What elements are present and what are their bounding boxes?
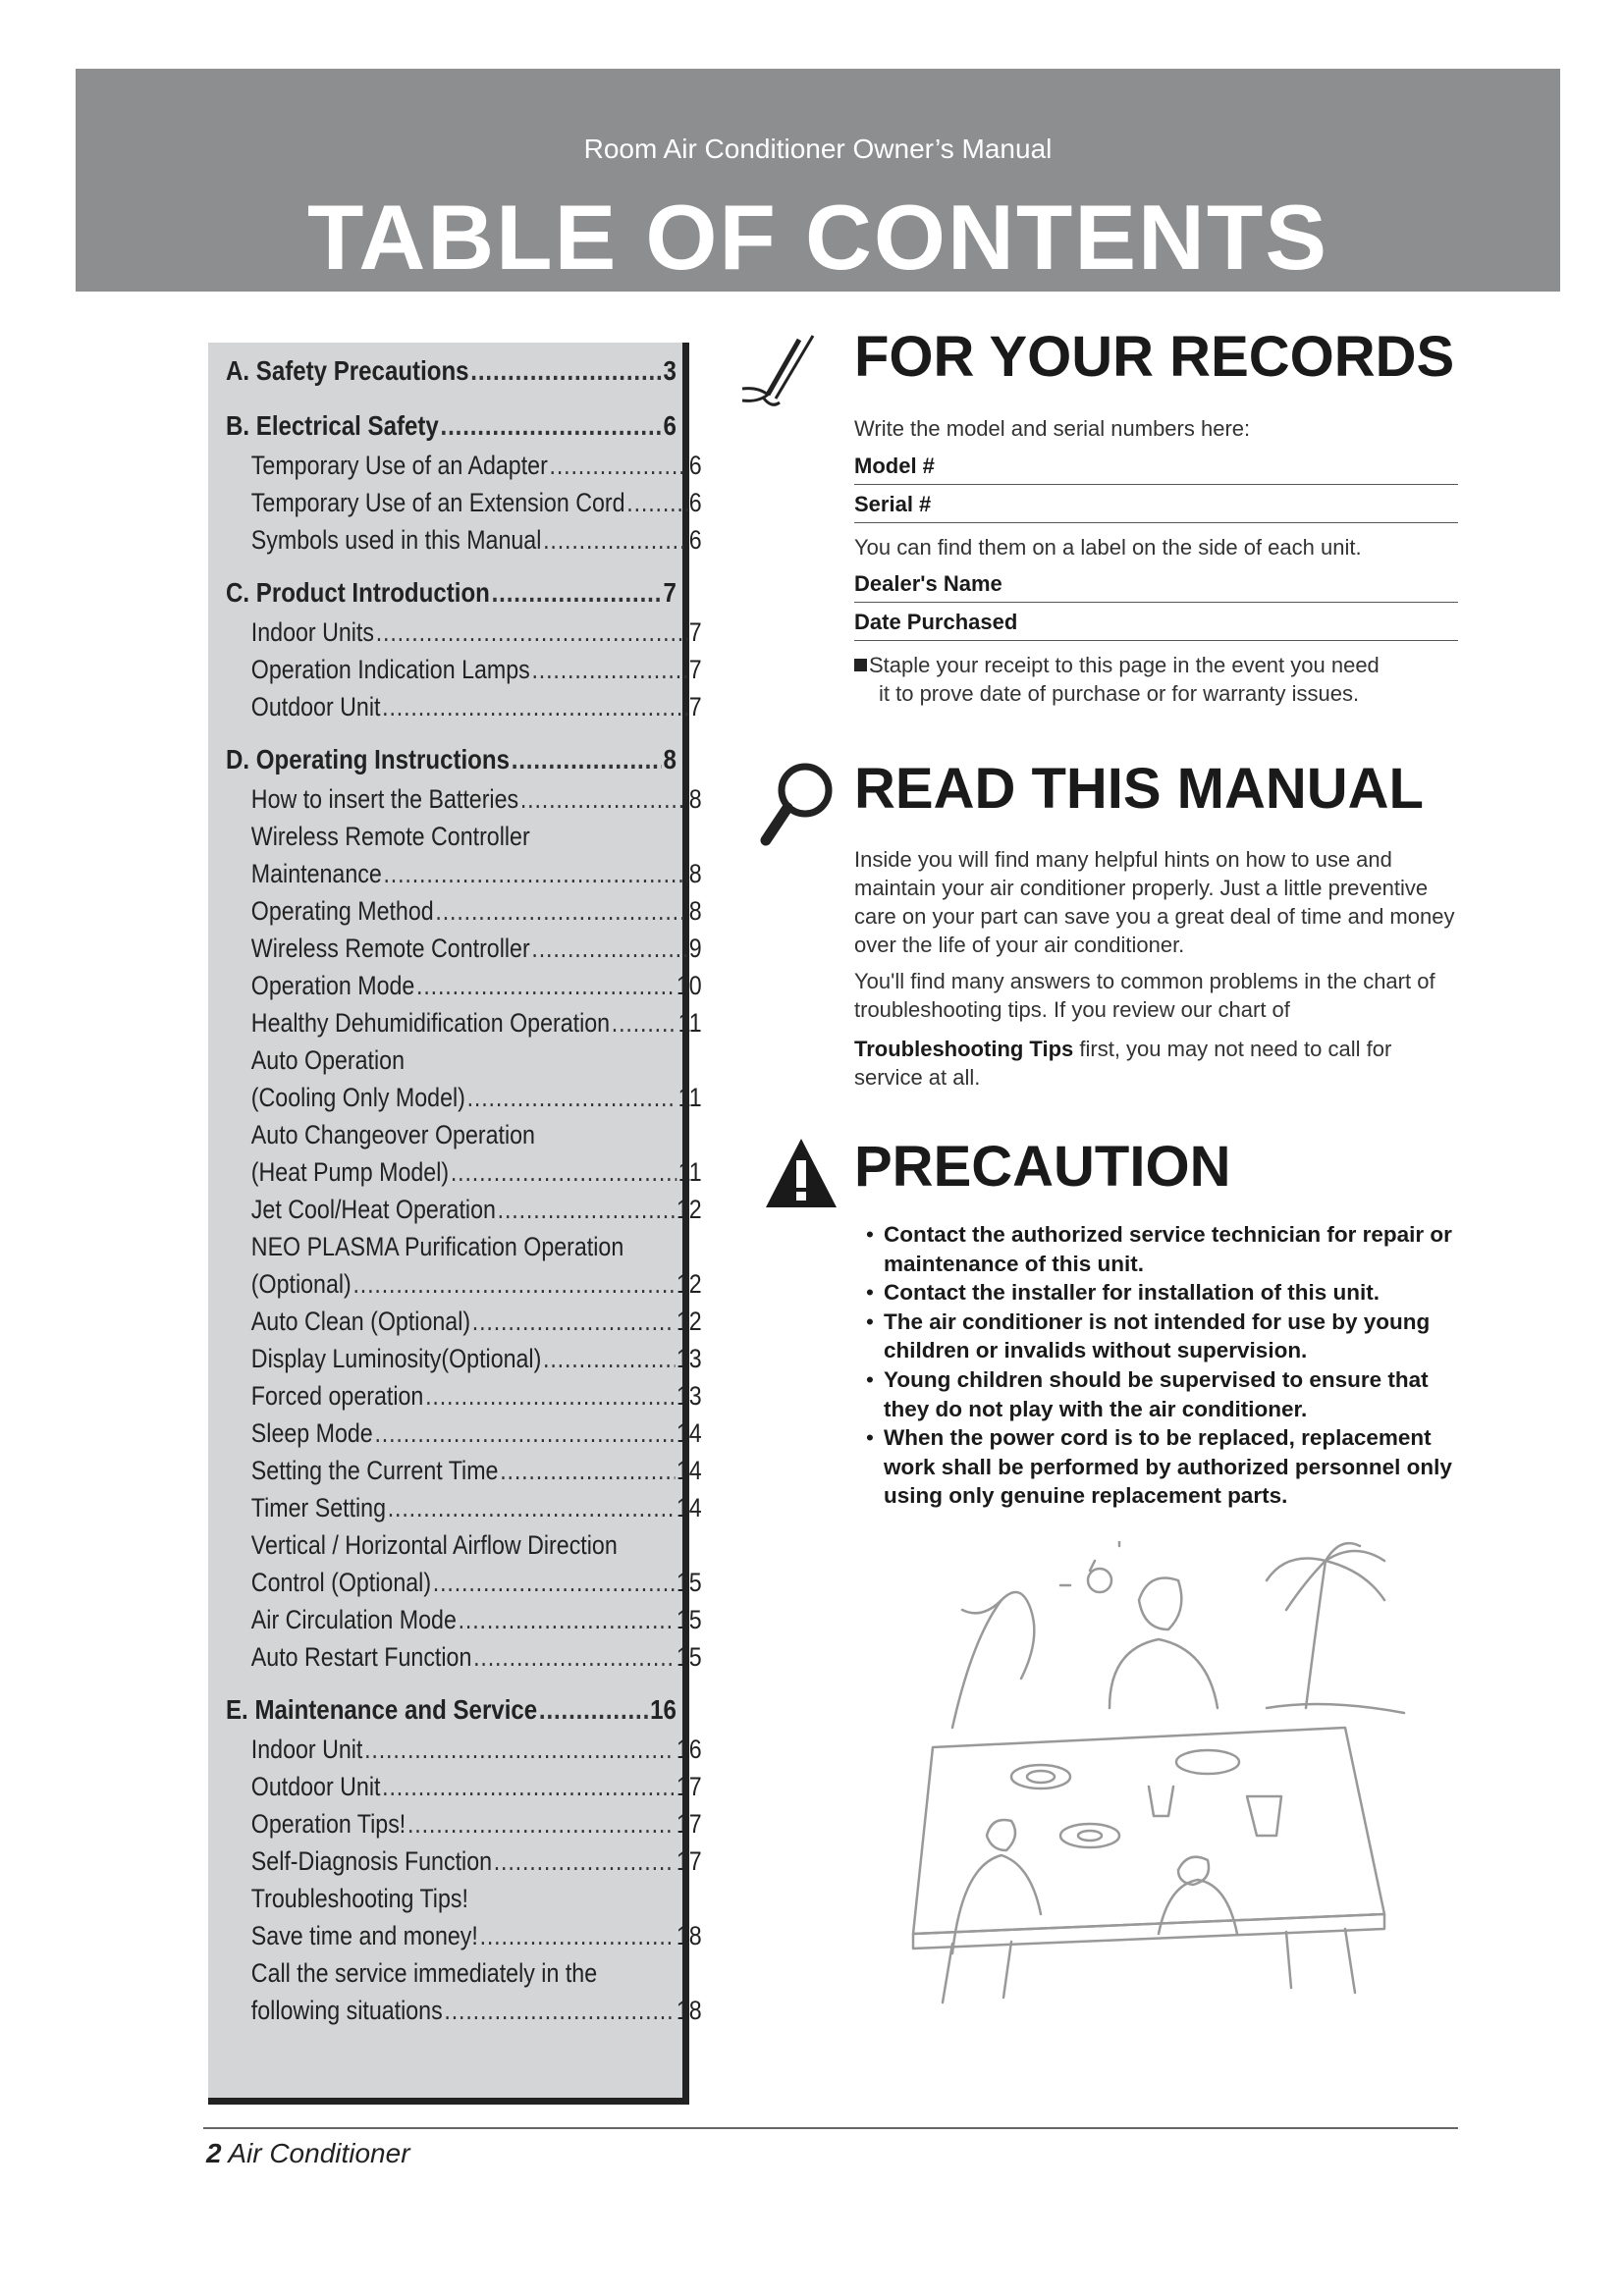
toc-section-heading[interactable] bbox=[226, 405, 677, 447]
square-bullet-icon bbox=[854, 659, 867, 671]
toc-entry-label: NEO PLASMA Purification Operation bbox=[250, 1232, 624, 1261]
toc-page-number: 15 bbox=[676, 1605, 702, 1634]
toc-entry-label: (Cooling Only Model) bbox=[250, 1083, 465, 1112]
toc-page-number: 15 bbox=[676, 1642, 702, 1672]
read-manual-para-1: Inside you will find many helpful hints on how to use and maintain your air conditioner properly. Just a little preventive care on your part can save you a great deal of time and money over the life of your air conditioner. bbox=[854, 847, 1455, 957]
toc-page-number: 6 bbox=[688, 525, 702, 555]
toc-page-number: 17 bbox=[676, 1846, 702, 1876]
toc-entry[interactable] bbox=[226, 484, 702, 521]
toc-page-number: 13 bbox=[676, 1344, 702, 1373]
toc-leader-dots bbox=[433, 1564, 675, 1601]
toc-entry[interactable] bbox=[226, 1191, 702, 1228]
toc-entry[interactable] bbox=[226, 521, 702, 559]
precaution-title: PRECAUTION bbox=[854, 1135, 1231, 1199]
toc-page-number: 8 bbox=[688, 859, 702, 888]
toc-section-heading[interactable] bbox=[226, 572, 677, 614]
toc-leader-dots bbox=[520, 780, 687, 818]
label-location-note: You can find them on a label on the side of each unit. bbox=[854, 535, 1362, 560]
toc-section bbox=[226, 572, 702, 725]
toc-page-number: 18 bbox=[676, 1996, 702, 2025]
toc-leader-dots bbox=[470, 350, 661, 392]
toc-leader-dots bbox=[467, 1079, 677, 1116]
toc-page-number: 8 bbox=[688, 784, 702, 814]
toc-entry-label: Wireless Remote Controller bbox=[250, 822, 530, 851]
footer-label: Air Conditioner bbox=[228, 2138, 410, 2168]
family-picnic-illustration bbox=[893, 1541, 1424, 2012]
toc-entry[interactable] bbox=[226, 892, 702, 930]
precaution-item: • When the power cord is to be replaced, replacement work shall be performed by authorized personnel only using only genuine replacement parts. bbox=[866, 1423, 1465, 1511]
precaution-item: • Contact the authorized service technician for repair or maintenance of this unit. bbox=[866, 1220, 1465, 1278]
toc-entry-label: Save time and money! bbox=[250, 1921, 478, 1950]
toc-entry-label: Timer Setting bbox=[250, 1493, 387, 1522]
toc-page-number: 14 bbox=[676, 1456, 702, 1485]
toc-entry[interactable] bbox=[226, 614, 702, 651]
manual-subtitle: Room Air Conditioner Owner’s Manual bbox=[583, 133, 1053, 164]
toc-entry-label: Operation Indication Lamps bbox=[250, 655, 530, 684]
toc-leader-dots bbox=[374, 1415, 675, 1452]
records-title: FOR YOUR RECORDS bbox=[854, 325, 1455, 389]
toc-leader-dots bbox=[512, 739, 662, 780]
toc-list bbox=[226, 350, 702, 2029]
magnifier-icon bbox=[756, 756, 844, 854]
toc-leader-dots bbox=[459, 1601, 676, 1638]
toc-entry-label: Wireless Remote Controller bbox=[250, 934, 530, 963]
toc-leader-dots bbox=[498, 1191, 675, 1228]
page-footer bbox=[206, 2138, 410, 2169]
toc-page-number: 7 bbox=[688, 655, 702, 684]
toc-entry[interactable] bbox=[226, 1954, 702, 1992]
toc-entry-label: Outdoor Unit bbox=[250, 692, 381, 721]
toc-entry[interactable] bbox=[226, 1768, 702, 1805]
toc-page-number: 16 bbox=[650, 1694, 677, 1725]
toc-entry-label: following situations bbox=[250, 1996, 443, 2025]
toc-entry[interactable] bbox=[226, 1805, 702, 1842]
toc-entry-label: Auto Operation bbox=[250, 1045, 405, 1075]
toc-entry-label: Troubleshooting Tips! bbox=[250, 1884, 468, 1913]
toc-entry-label: Setting the Current Time bbox=[250, 1456, 499, 1485]
toc-entry-label: Forced operation bbox=[250, 1381, 424, 1411]
toc-entry[interactable] bbox=[226, 1041, 702, 1079]
toc-entry-label: Vertical / Horizontal Airflow Direction bbox=[250, 1530, 618, 1560]
toc-entry-label: (Heat Pump Model) bbox=[250, 1157, 450, 1187]
toc-leader-dots bbox=[435, 892, 687, 930]
toc-section bbox=[226, 405, 702, 559]
toc-page-number: 12 bbox=[676, 1269, 702, 1299]
toc-page-number: 11 bbox=[677, 1008, 702, 1038]
table-of-contents bbox=[208, 343, 702, 2105]
toc-section bbox=[226, 739, 702, 1676]
toc-entry[interactable] bbox=[226, 1526, 702, 1564]
toc-entry-label: Sleep Mode bbox=[250, 1418, 373, 1448]
toc-page-number: 11 bbox=[677, 1157, 702, 1187]
toc-page-number: 8 bbox=[688, 896, 702, 926]
toc-leader-dots bbox=[441, 405, 662, 447]
staple-note bbox=[854, 651, 1463, 708]
toc-entry-label: A. Safety Precautions bbox=[226, 355, 469, 386]
toc-entry-label: Temporary Use of an Adapter bbox=[250, 451, 548, 480]
toc-section-heading[interactable] bbox=[226, 350, 677, 392]
toc-leader-dots bbox=[382, 1768, 675, 1805]
toc-entry[interactable] bbox=[226, 1116, 702, 1153]
toc-page-number: 7 bbox=[663, 577, 677, 608]
toc-leader-dots bbox=[352, 1265, 675, 1303]
read-manual-para-3-rest: first, you may not need to call for service at all. bbox=[854, 1037, 1392, 1090]
toc-page-number: 11 bbox=[677, 1083, 702, 1112]
toc-page-number: 8 bbox=[663, 744, 677, 774]
toc-entry-label: (Optional) bbox=[250, 1269, 352, 1299]
precaution-item: • Contact the installer for installation of this unit. bbox=[866, 1278, 1465, 1308]
toc-entry[interactable] bbox=[226, 1377, 702, 1415]
toc-leader-dots bbox=[492, 572, 662, 614]
page-title: TABLE OF CONTENTS bbox=[306, 186, 1329, 289]
toc-page-number: 14 bbox=[676, 1418, 702, 1448]
toc-entry[interactable] bbox=[226, 1228, 702, 1265]
toc-leader-dots bbox=[539, 1689, 648, 1731]
toc-entry-label: Auto Restart Function bbox=[250, 1642, 472, 1672]
toc-entry-label: Operation Tips! bbox=[250, 1809, 406, 1839]
toc-entry-label: Jet Cool/Heat Operation bbox=[250, 1195, 496, 1224]
toc-entry[interactable] bbox=[226, 688, 702, 725]
toc-section-heading[interactable] bbox=[226, 739, 677, 780]
dealer-name-field[interactable]: Dealer's Name bbox=[854, 571, 1458, 603]
toc-entry[interactable] bbox=[226, 1489, 702, 1526]
toc-entry-label: Temporary Use of an Extension Cord bbox=[250, 488, 625, 517]
toc-entry[interactable] bbox=[226, 1153, 702, 1191]
toc-page-number: 6 bbox=[663, 410, 677, 441]
toc-leader-dots bbox=[500, 1452, 675, 1489]
toc-leader-dots bbox=[472, 1303, 675, 1340]
toc-section-heading[interactable] bbox=[226, 1689, 677, 1731]
toc-leader-dots bbox=[444, 1992, 675, 2029]
read-manual-para-3 bbox=[854, 1035, 1443, 1092]
serial-field[interactable]: Serial # bbox=[854, 492, 1458, 523]
toc-entry[interactable] bbox=[226, 930, 702, 967]
toc-entry[interactable] bbox=[226, 1340, 702, 1377]
toc-entry-label: Operating Method bbox=[250, 896, 434, 926]
toc-entry[interactable] bbox=[226, 1415, 702, 1452]
toc-leader-dots bbox=[407, 1805, 675, 1842]
toc-entry-label: B. Electrical Safety bbox=[226, 410, 439, 441]
toc-leader-dots bbox=[364, 1731, 675, 1768]
toc-entry-label: How to insert the Batteries bbox=[250, 784, 519, 814]
staple-note-line-2: it to prove date of purchase or for warranty issues. bbox=[879, 681, 1360, 706]
toc-entry-label: Healthy Dehumidification Operation bbox=[250, 1008, 611, 1038]
toc-entry[interactable] bbox=[226, 1992, 702, 2029]
toc-entry[interactable] bbox=[226, 1601, 702, 1638]
toc-leader-dots bbox=[612, 1004, 677, 1041]
toc-entry-label: Self-Diagnosis Function bbox=[250, 1846, 493, 1876]
toc-entry[interactable] bbox=[226, 1731, 702, 1768]
toc-leader-dots bbox=[382, 688, 687, 725]
toc-entry-label: D. Operating Instructions bbox=[226, 744, 510, 774]
toc-page-number: 18 bbox=[676, 1921, 702, 1950]
toc-page-number: 15 bbox=[676, 1568, 702, 1597]
model-field[interactable]: Model # bbox=[854, 454, 1458, 485]
toc-entry-label: C. Product Introduction bbox=[226, 577, 490, 608]
toc-page-number: 14 bbox=[676, 1493, 702, 1522]
toc-leader-dots bbox=[494, 1842, 675, 1880]
warning-icon bbox=[762, 1135, 840, 1213]
toc-leader-dots bbox=[543, 521, 687, 559]
toc-entry-label: Display Luminosity(Optional) bbox=[250, 1344, 542, 1373]
toc-leader-dots bbox=[543, 1340, 675, 1377]
toc-entry[interactable] bbox=[226, 1638, 702, 1676]
toc-entry-label: Maintenance bbox=[250, 859, 382, 888]
precaution-item: • Young children should be supervised to ensure that they do not play with the air conditioner. bbox=[866, 1365, 1465, 1423]
header-banner bbox=[76, 69, 1560, 292]
toc-page-number: 9 bbox=[688, 934, 702, 963]
toc-page-number: 7 bbox=[688, 617, 702, 647]
toc-entry-label: Outdoor Unit bbox=[250, 1772, 381, 1801]
pen-icon bbox=[729, 330, 837, 418]
toc-entry[interactable] bbox=[226, 1564, 702, 1601]
toc-page-number: 17 bbox=[676, 1772, 702, 1801]
toc-leader-dots bbox=[416, 967, 675, 1004]
toc-section bbox=[226, 1689, 702, 2029]
toc-leader-dots bbox=[383, 855, 687, 892]
toc-entry[interactable] bbox=[226, 855, 702, 892]
toc-page-number: 12 bbox=[676, 1195, 702, 1224]
toc-entry-label: Indoor Unit bbox=[250, 1735, 363, 1764]
toc-entry-label: Auto Changeover Operation bbox=[250, 1120, 535, 1149]
toc-leader-dots bbox=[480, 1917, 676, 1954]
staple-note-line-1: Staple your receipt to this page in the event you need bbox=[869, 653, 1380, 677]
toc-entry[interactable] bbox=[226, 1004, 702, 1041]
troubleshooting-tips-emphasis: Troubleshooting Tips bbox=[854, 1037, 1074, 1061]
toc-leader-dots bbox=[388, 1489, 675, 1526]
page-number: 2 bbox=[206, 2138, 222, 2168]
toc-leader-dots bbox=[531, 930, 687, 967]
toc-page-number: 6 bbox=[688, 488, 702, 517]
toc-entry[interactable] bbox=[226, 651, 702, 688]
toc-entry-label: Symbols used in this Manual bbox=[250, 525, 542, 555]
read-manual-title: READ THIS MANUAL bbox=[854, 757, 1424, 821]
toc-entry[interactable] bbox=[226, 1842, 702, 1880]
toc-entry[interactable] bbox=[226, 447, 702, 484]
toc-entry[interactable] bbox=[226, 967, 702, 1004]
toc-entry-label: E. Maintenance and Service bbox=[226, 1694, 538, 1725]
toc-entry[interactable] bbox=[226, 780, 702, 818]
toc-entry[interactable] bbox=[226, 1452, 702, 1489]
toc-entry-label: Call the service immediately in the bbox=[250, 1958, 598, 1988]
precaution-list bbox=[866, 1220, 1465, 1511]
toc-leader-dots bbox=[626, 484, 687, 521]
toc-page-number: 6 bbox=[688, 451, 702, 480]
toc-entry-label: Indoor Units bbox=[250, 617, 374, 647]
toc-leader-dots bbox=[451, 1153, 677, 1191]
toc-leader-dots bbox=[473, 1638, 675, 1676]
footer-divider bbox=[203, 2127, 1458, 2129]
read-manual-para-2: You'll find many answers to common problems in the chart of troubleshooting tips. If you review our chart of bbox=[854, 969, 1435, 1022]
toc-page-number: 7 bbox=[688, 692, 702, 721]
toc-entry[interactable] bbox=[226, 1265, 702, 1303]
toc-entry[interactable] bbox=[226, 1917, 702, 1954]
toc-page-number: 17 bbox=[676, 1809, 702, 1839]
date-purchased-field[interactable]: Date Purchased bbox=[854, 610, 1458, 641]
toc-entry-label: Auto Clean (Optional) bbox=[250, 1307, 471, 1336]
toc-entry-label: Operation Mode bbox=[250, 971, 415, 1000]
toc-entry[interactable] bbox=[226, 1303, 702, 1340]
toc-entry[interactable] bbox=[226, 1079, 702, 1116]
toc-entry[interactable] bbox=[226, 818, 702, 855]
toc-page-number: 12 bbox=[676, 1307, 702, 1336]
toc-entry[interactable] bbox=[226, 1880, 702, 1917]
toc-page-number: 16 bbox=[676, 1735, 702, 1764]
toc-page-number: 3 bbox=[663, 355, 677, 386]
toc-leader-dots bbox=[376, 614, 687, 651]
precaution-item: • The air conditioner is not intended for use by young children or invalids without supervision. bbox=[866, 1308, 1465, 1365]
toc-entry-label: Control (Optional) bbox=[250, 1568, 432, 1597]
toc-leader-dots bbox=[531, 651, 687, 688]
records-intro: Write the model and serial numbers here: bbox=[854, 416, 1251, 441]
toc-page-number: 10 bbox=[676, 971, 702, 1000]
toc-page-number: 13 bbox=[676, 1381, 702, 1411]
toc-entry-label: Air Circulation Mode bbox=[250, 1605, 457, 1634]
toc-section bbox=[226, 350, 677, 392]
toc-leader-dots bbox=[550, 447, 688, 484]
toc-leader-dots bbox=[425, 1377, 675, 1415]
